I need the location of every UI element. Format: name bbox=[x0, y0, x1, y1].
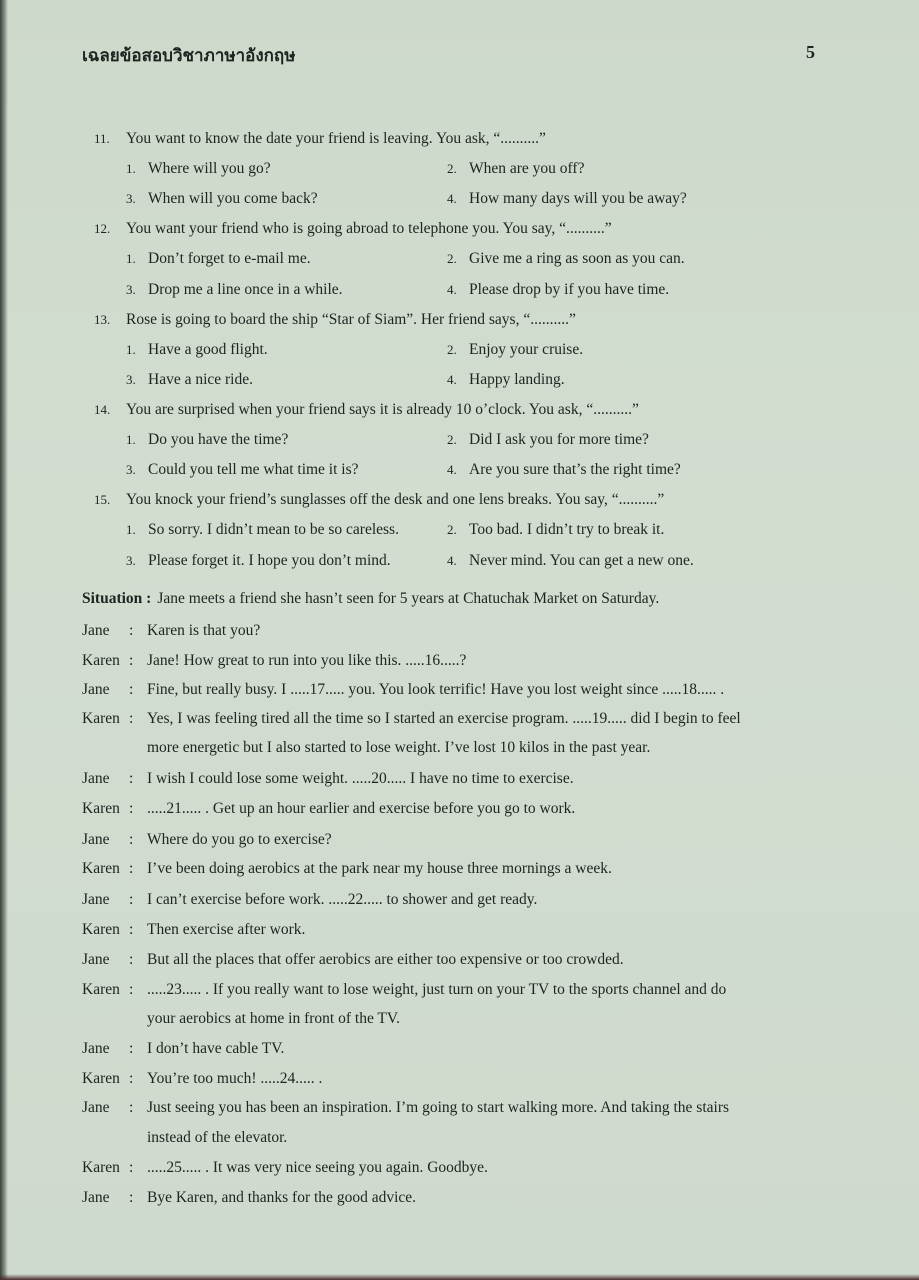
speaker: Jane bbox=[82, 770, 110, 787]
option-text: Did I ask you for more time? bbox=[469, 431, 649, 448]
option-text: Where will you go? bbox=[148, 160, 271, 177]
option bbox=[126, 160, 271, 178]
option-number: 4. bbox=[447, 553, 457, 568]
header-title: เฉลยข้อสอบวิชาภาษาอังกฤษ bbox=[82, 46, 296, 66]
situation-label: Situation : bbox=[82, 590, 152, 607]
speaker: Jane bbox=[82, 622, 110, 639]
dialogue-line: Jane : I wish I could lose some weight. .....20..... I have no time to exercise. bbox=[82, 770, 574, 787]
speaker: Karen bbox=[82, 981, 120, 998]
option bbox=[447, 190, 687, 208]
option-number: 3. bbox=[126, 553, 136, 568]
option bbox=[126, 552, 391, 570]
speaker: Karen bbox=[82, 1070, 120, 1087]
situation-text: Jane meets a friend she hasn’t seen for 5 years at Chatuchak Market on Saturday. bbox=[157, 590, 660, 607]
speaker: Jane bbox=[82, 891, 110, 908]
speaker: Jane bbox=[82, 681, 110, 698]
option bbox=[126, 250, 311, 268]
dialogue-continuation: instead of the elevator. bbox=[147, 1129, 288, 1146]
dialogue-line: Karen : Then exercise after work. bbox=[82, 921, 306, 938]
option-number: 3. bbox=[126, 462, 136, 477]
dialogue-text: .....21..... . Get up an hour earlier and exercise before you go to work. bbox=[147, 800, 576, 817]
speaker: Karen bbox=[82, 1159, 120, 1176]
option-number: 3. bbox=[126, 282, 136, 297]
option-text: When are you off? bbox=[469, 160, 585, 177]
speaker: Karen bbox=[82, 860, 120, 877]
dialogue-line: Jane : Bye Karen, and thanks for the good advice. bbox=[82, 1189, 417, 1206]
option-number: 2. bbox=[447, 251, 457, 266]
option-text: Too bad. I didn’t try to break it. bbox=[469, 521, 665, 538]
dialogue-text: Just seeing you has been an inspiration. I’m going to start walking more. And taking the stairs bbox=[147, 1099, 730, 1116]
speaker: Jane bbox=[82, 831, 110, 848]
option-text: So sorry. I didn’t mean to be so careless. bbox=[148, 521, 399, 538]
option bbox=[447, 250, 685, 268]
option bbox=[126, 521, 399, 539]
dialogue-line: Karen : .....21..... . Get up an hour earlier and exercise before you go to work. bbox=[82, 800, 576, 817]
option bbox=[126, 281, 343, 299]
option-text: How many days will you be away? bbox=[469, 190, 687, 207]
speaker: Jane bbox=[82, 1189, 110, 1206]
option bbox=[447, 341, 583, 359]
question-14 bbox=[94, 401, 639, 419]
option-text: Please drop by if you have time. bbox=[469, 281, 670, 298]
dialogue-text: You’re too much! .....24..... . bbox=[147, 1070, 323, 1087]
question-15 bbox=[94, 491, 664, 509]
option bbox=[126, 341, 268, 359]
option-number: 2. bbox=[447, 161, 457, 176]
option-text: Drop me a line once in a while. bbox=[148, 281, 343, 298]
speaker: Jane bbox=[82, 1040, 110, 1057]
option-text: Give me a ring as soon as you can. bbox=[469, 250, 685, 267]
dialogue-text: But all the places that offer aerobics are either too expensive or too crowded. bbox=[147, 951, 624, 968]
option bbox=[126, 190, 318, 208]
dialogue-text: Then exercise after work. bbox=[147, 921, 306, 938]
dialogue-line: Karen : .....25..... . It was very nice seeing you again. Goodbye. bbox=[82, 1159, 488, 1176]
option-text: Are you sure that’s the right time? bbox=[469, 461, 681, 478]
option bbox=[447, 160, 584, 178]
dialogue-text: Karen is that you? bbox=[147, 622, 261, 639]
dialogue-continuation: your aerobics at home in front of the TV. bbox=[147, 1010, 400, 1027]
dialogue-continuation: more energetic but I also started to lose weight. I’ve lost 10 kilos in the past year. bbox=[147, 739, 651, 756]
option-number: 3. bbox=[126, 191, 136, 206]
option-number: 1. bbox=[126, 251, 136, 266]
dialogue-line: Karen : Yes, I was feeling tired all the time so I started an exercise program. .....19..... did I begin to feel bbox=[82, 710, 741, 727]
question-stem: You want to know the date your friend is leaving. You ask, “..........” bbox=[126, 130, 546, 147]
option-text: Have a good flight. bbox=[148, 341, 268, 358]
question-number: 12. bbox=[94, 221, 111, 236]
dialogue-text: .....23..... . If you really want to lose weight, just turn on your TV to the sports channel and do bbox=[147, 981, 727, 998]
dialogue-text: I can’t exercise before work. .....22..... to shower and get ready. bbox=[147, 891, 538, 908]
dialogue-text: Yes, I was feeling tired all the time so I started an exercise program. .....19..... did I begin to feel bbox=[147, 710, 741, 727]
dialogue-line: Jane : I can’t exercise before work. .....22..... to shower and get ready. bbox=[82, 891, 538, 908]
option bbox=[447, 371, 565, 389]
question-13 bbox=[94, 311, 576, 329]
speaker: Karen bbox=[82, 800, 120, 817]
dialogue-line: Karen : You’re too much! .....24..... . bbox=[82, 1070, 323, 1087]
option bbox=[126, 461, 359, 479]
option-number: 2. bbox=[447, 522, 457, 537]
question-stem: Rose is going to board the ship “Star of Siam”. Her friend says, “..........” bbox=[126, 311, 576, 328]
speaker: Karen bbox=[82, 921, 120, 938]
option-text: Happy landing. bbox=[469, 371, 565, 388]
speaker: Karen bbox=[82, 652, 120, 669]
option bbox=[126, 371, 253, 389]
question-stem: You are surprised when your friend says it is already 10 o’clock. You ask, “..........” bbox=[126, 401, 639, 418]
question-number: 14. bbox=[94, 402, 111, 417]
dialogue-line: Karen : Jane! How great to run into you like this. .....16.....? bbox=[82, 652, 467, 669]
bottom-edge-shadow bbox=[0, 1274, 919, 1280]
option-number: 4. bbox=[447, 372, 457, 387]
option-number: 4. bbox=[447, 191, 457, 206]
question-stem: You want your friend who is going abroad to telephone you. You say, “..........” bbox=[126, 220, 612, 237]
dialogue-text: .....25..... . It was very nice seeing you again. Goodbye. bbox=[147, 1159, 488, 1176]
option bbox=[447, 552, 694, 570]
dialogue-text: I don’t have cable TV. bbox=[147, 1040, 285, 1057]
option bbox=[447, 461, 681, 479]
option-number: 1. bbox=[126, 161, 136, 176]
question-number: 13. bbox=[94, 312, 111, 327]
option-number: 1. bbox=[126, 342, 136, 357]
dialogue-text: Bye Karen, and thanks for the good advice. bbox=[147, 1189, 417, 1206]
option-text: Don’t forget to e-mail me. bbox=[148, 250, 311, 267]
option bbox=[447, 521, 664, 539]
option-number: 2. bbox=[447, 342, 457, 357]
speaker: Jane bbox=[82, 951, 110, 968]
option-text: Never mind. You can get a new one. bbox=[469, 552, 694, 569]
option-text: When will you come back? bbox=[148, 190, 318, 207]
speaker: Karen bbox=[82, 710, 120, 727]
option-text: Have a nice ride. bbox=[148, 371, 253, 388]
option-text: Could you tell me what time it is? bbox=[148, 461, 359, 478]
dialogue-text: I’ve been doing aerobics at the park near my house three mornings a week. bbox=[147, 860, 612, 877]
page-number: 5 bbox=[806, 42, 815, 62]
option-number: 3. bbox=[126, 372, 136, 387]
dialogue-line: Jane : Just seeing you has been an inspiration. I’m going to start walking more. And taking the stairs bbox=[82, 1099, 730, 1116]
dialogue-line: Jane : Where do you go to exercise? bbox=[82, 831, 332, 848]
option-number: 4. bbox=[447, 462, 457, 477]
option bbox=[447, 281, 669, 299]
option-text: Do you have the time? bbox=[148, 431, 289, 448]
question-number: 15. bbox=[94, 492, 111, 507]
dialogue-line: Jane : Fine, but really busy. I .....17..... you. You look terrific! Have you lost weight since .....18..... . bbox=[82, 681, 725, 698]
situation bbox=[82, 590, 659, 608]
dialogue-text: Jane! How great to run into you like this. .....16.....? bbox=[147, 652, 467, 669]
speaker: Jane bbox=[82, 1099, 110, 1116]
option bbox=[126, 431, 288, 449]
option-number: 4. bbox=[447, 282, 457, 297]
question-stem: You knock your friend’s sunglasses off the desk and one lens breaks. You say, “..........” bbox=[126, 491, 665, 508]
option-number: 1. bbox=[126, 522, 136, 537]
dialogue-line: Jane : Karen is that you? bbox=[82, 622, 261, 639]
dialogue-text: Fine, but really busy. I .....17..... you. You look terrific! Have you lost weight since .....18..... . bbox=[147, 681, 725, 698]
question-number: 11. bbox=[94, 131, 110, 146]
binding-shadow bbox=[0, 0, 8, 1280]
question-11 bbox=[94, 130, 546, 148]
option-text: Enjoy your cruise. bbox=[469, 341, 584, 358]
question-12 bbox=[94, 220, 612, 238]
option-number: 1. bbox=[126, 432, 136, 447]
dialogue-line: Karen : I’ve been doing aerobics at the park near my house three mornings a week. bbox=[82, 860, 612, 877]
dialogue-line: Jane : I don’t have cable TV. bbox=[82, 1040, 285, 1057]
option bbox=[447, 431, 649, 449]
dialogue-text: Where do you go to exercise? bbox=[147, 831, 332, 848]
dialogue-line: Karen : .....23..... . If you really want to lose weight, just turn on your TV to the sports channel and do bbox=[82, 981, 727, 998]
dialogue-line: Jane : But all the places that offer aerobics are either too expensive or too crowded. bbox=[82, 951, 624, 968]
option-number: 2. bbox=[447, 432, 457, 447]
option-text: Please forget it. I hope you don’t mind. bbox=[148, 552, 391, 569]
dialogue-text: I wish I could lose some weight. .....20..... I have no time to exercise. bbox=[147, 770, 574, 787]
